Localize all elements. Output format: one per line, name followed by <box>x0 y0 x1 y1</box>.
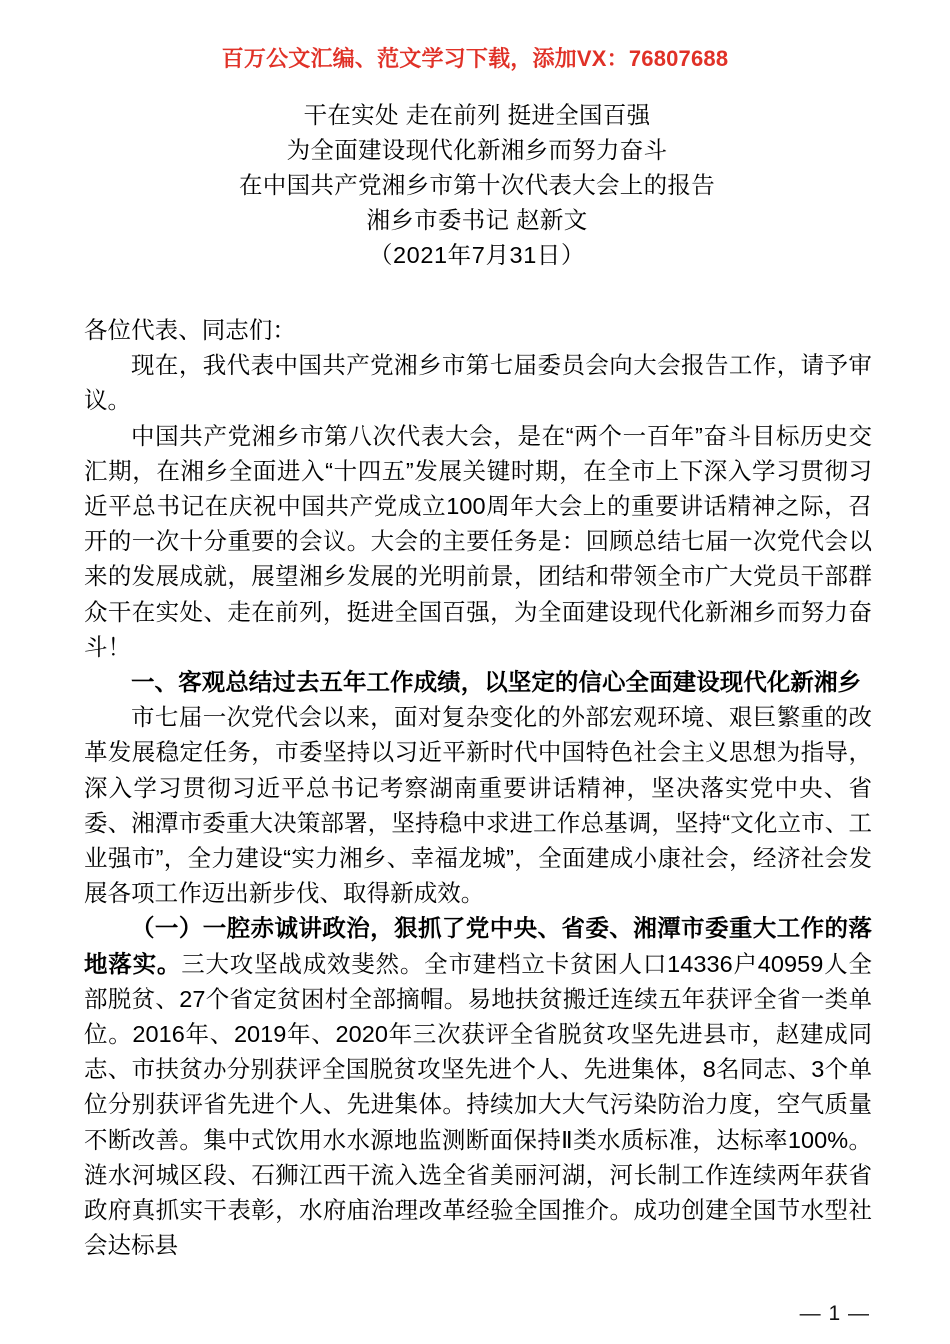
subsection-heading-1: （一）一腔赤诚讲政治，狠抓了党中央、省委、湘潭市委重大工作的落地落实。 <box>84 915 872 977</box>
title-line-3: 在中国共产党湘乡市第十次代表大会上的报告 <box>239 172 715 198</box>
title-date-line: （2021年7月31日） <box>368 242 586 268</box>
body-paragraph-1: 现在，我代表中国共产党湘乡市第七届委员会向大会报告工作，请予审议。 <box>84 352 872 414</box>
title-line-2: 为全面建设现代化新湘乡而努力奋斗 <box>286 137 668 163</box>
title-line-1: 干在实处 走在前列 挺进全国百强 <box>303 102 651 128</box>
document-title-block <box>84 98 870 273</box>
section-heading-1: 一、客观总结过去五年工作成绩，以坚定的信心全面建设现代化新湘乡 <box>131 669 862 696</box>
title-author-line: 湘乡市委书记 赵新文 <box>366 207 588 233</box>
body-paragraph-2: 中国共产党湘乡市第八次代表大会，是在“两个一百年”奋斗目标历史交汇期，在湘乡全面进入“十四五”发展关键时期，在全市上下深入学习贯彻习近平总书记在庆祝中国共产党成立100周年大会上的重要讲话精神之际，召开的一次十分重要的会议。大会的主要任务是：回顾总结七届一次党代会以来的发展成就，展望湘乡发展的光明前景，团结和带领全市广大党员干部群众干在实处、走在前列，挺进全国百强，为全面建设现代化新湘乡而努力奋斗！ <box>84 422 872 660</box>
salutation-paragraph: 各位代表、同志们： <box>84 317 296 343</box>
document-body <box>84 313 872 1263</box>
subsection-body-1: 三大攻坚战成效斐然。全市建档立卡贫困人口14336户40959人全部脱贫、27个省定贫困村全部摘帽。易地扶贫搬迁连续五年获评全省一类单位。2016年、2019年、2020年三次获评全省脱贫攻坚先进县市，赵建成同志、市扶贫办分别获评全国脱贫攻坚先进个人、先进集体，8名同志、3个单位分别获评省先进个人、先进集体。持续加大大气污染防治力度，空气质量不断改善。集中式饮用水水源地监测断面保持Ⅱ类水质标准，达标率100%。涟水河城区段、石狮江西干流入选全省美丽河湖，河长制工作连续两年获省政府真抓实干表彰，水府庙治理改革经验全国推介。成功创建全国节水型社会达标县 <box>84 950 872 1259</box>
page-number-footer: — 1 — <box>799 1302 870 1325</box>
subsection-paragraph-1 <box>84 911 872 1263</box>
promo-watermark-header: 百万公文汇编、范文学习下载，添加VX：76807688 <box>221 46 729 71</box>
body-paragraph-3: 市七届一次党代会以来，面对复杂变化的外部宏观环境、艰巨繁重的改革发展稳定任务，市委坚持以习近平新时代中国特色社会主义思想为指导，深入学习贯彻习近平总书记考察湖南重要讲话精神，坚决落实党中央、省委、湘潭市委重大决策部署，坚持稳中求进工作总基调，坚持“文化立市、工业强市”，全力建设“实力湘乡、幸福龙城”，全面建成小康社会，经济社会发展各项工作迈出新步伐、取得新成效。 <box>84 704 872 907</box>
